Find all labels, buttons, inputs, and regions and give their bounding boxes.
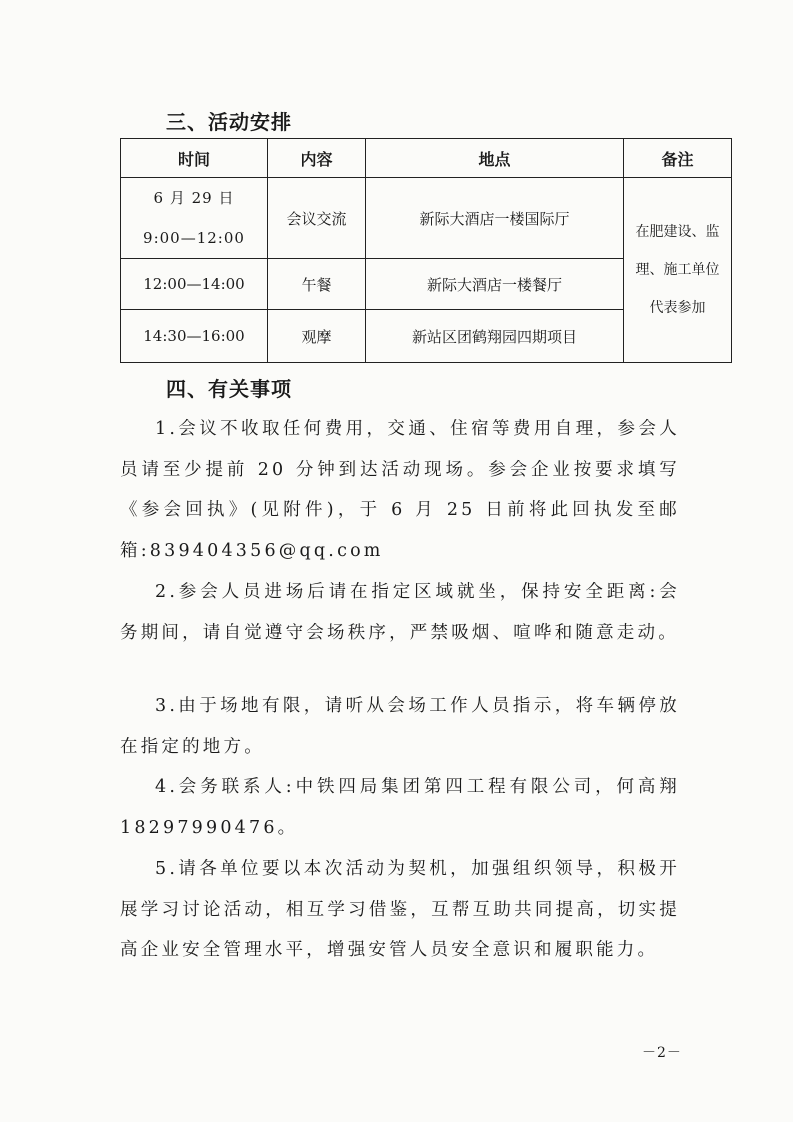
note-line: 在肥建设、监 xyxy=(635,224,720,240)
matter-item-2: 2.参会人员进场后请在指定区域就坐，保持安全距离:会务期间，请自觉遵守会场秩序，严禁吸烟、喧哗和随意走动。 xyxy=(120,582,680,643)
note-line: 代表参加 xyxy=(649,300,706,316)
matter-item-1: 1.会议不收取任何费用，交通、住宿等费用自理，参会人员请至少提前 20 分钟到达活动现场。参会企业按要求填写《参会回执》(见附件)，于 6 月 25 日前将此回执发至邮箱:839404356@qq.com xyxy=(120,419,680,561)
location-cell: 新际大酒店一楼国际厅 xyxy=(366,178,624,259)
content-cell: 观摩 xyxy=(268,310,366,363)
section-heading-related-matters: 四、有关事项 xyxy=(166,377,292,401)
matter-item-4: 4.会务联系人:中铁四局集团第四工程有限公司，何高翔 18297990476。 xyxy=(120,777,680,838)
time-cell xyxy=(121,178,268,259)
header-content: 内容 xyxy=(268,139,366,178)
note-cell xyxy=(624,178,732,363)
header-location: 地点 xyxy=(366,139,624,178)
section-heading-activity-schedule: 三、活动安排 xyxy=(166,110,292,134)
time-cell: 12:00—14:00 xyxy=(121,259,268,310)
time-cell: 14:30—16:00 xyxy=(121,310,268,363)
content-cell: 午餐 xyxy=(268,259,366,310)
location-cell: 新站区团鹤翔园四期项目 xyxy=(366,310,624,363)
schedule-table xyxy=(120,138,732,363)
header-note: 备注 xyxy=(624,139,732,178)
time-range: 9:00—12:00 xyxy=(143,229,245,247)
table-row xyxy=(121,178,732,259)
content-cell: 会议交流 xyxy=(268,178,366,259)
matter-item-3: 3.由于场地有限，请听从会场工作人员指示，将车辆停放在指定的地方。 xyxy=(120,696,680,757)
header-time: 时间 xyxy=(121,139,268,178)
matter-item-5: 5.请各单位要以本次活动为契机，加强组织领导，积极开展学习讨论活动，相互学习借鉴，互帮互助共同提高，切实提高企业安全管理水平，增强安管人员安全意识和履职能力。 xyxy=(120,859,680,960)
table-header-row xyxy=(121,139,732,178)
location-cell: 新际大酒店一楼餐厅 xyxy=(366,259,624,310)
note-line: 理、施工单位 xyxy=(635,262,720,278)
time-date: 6 月 29 日 xyxy=(153,189,235,207)
page-number: －2－ xyxy=(642,1045,682,1061)
